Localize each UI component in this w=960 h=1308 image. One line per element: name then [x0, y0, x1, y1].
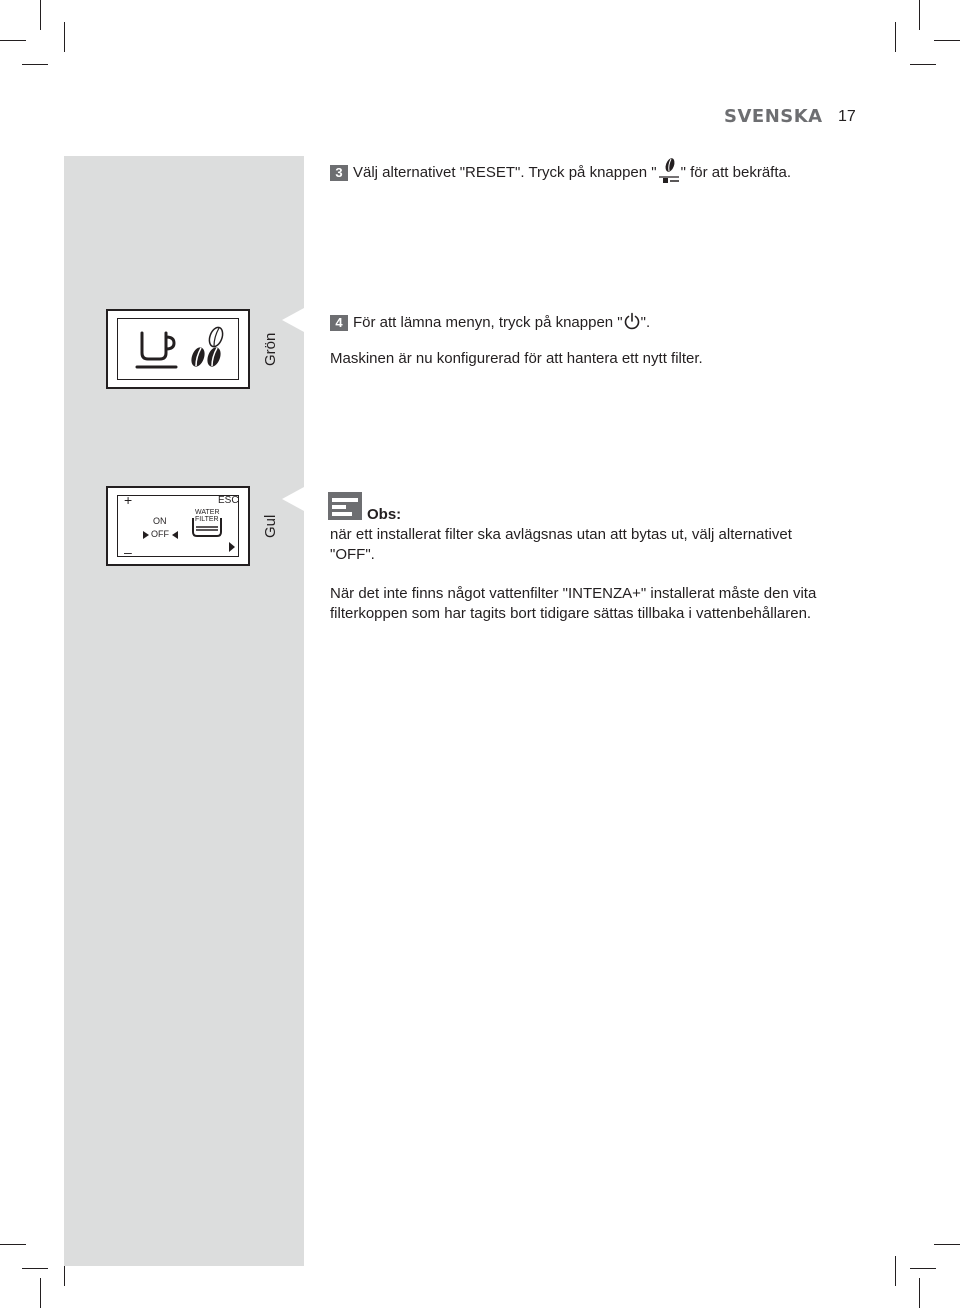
right-arrow-icon [142, 531, 150, 539]
crop-mark [40, 0, 41, 30]
crop-mark [22, 1268, 48, 1269]
crop-mark [910, 64, 936, 65]
note-heading: Obs: [367, 506, 402, 523]
right-arrow-icon [228, 542, 236, 552]
crop-mark [895, 22, 896, 52]
display-panel-green [106, 309, 250, 389]
display-screen [117, 318, 239, 380]
step-text: Välj alternativet "RESET". Tryck på knappen " [353, 163, 657, 181]
left-arrow-icon [171, 531, 179, 539]
step-3 [330, 157, 791, 189]
confirmation-text: Maskinen är nu konfigurerad för att hantera ett nytt filter. [330, 350, 703, 367]
band-notch-green [282, 308, 304, 332]
water-label: WATER [195, 509, 220, 516]
step-number: 4 [330, 315, 348, 331]
crop-mark [895, 1256, 896, 1286]
power-icon [623, 312, 641, 334]
side-label-green: Grön [262, 332, 279, 366]
note-icon [328, 492, 362, 520]
crop-mark [40, 1278, 41, 1308]
on-label: ON [153, 516, 167, 526]
crop-mark [934, 1244, 960, 1245]
plus-label: + [124, 492, 133, 508]
crop-mark [919, 0, 920, 30]
step-number: 3 [330, 165, 348, 181]
paragraph-line: filterkoppen som har tagits bort tidigare sättas tillbaka i vattenbehållaren. [330, 605, 812, 622]
crop-mark [0, 1244, 26, 1245]
crop-mark [64, 22, 65, 52]
crop-mark [934, 40, 960, 41]
esc-label: ESC [218, 495, 239, 506]
display-panel-yellow [106, 486, 250, 566]
crop-mark [919, 1278, 920, 1308]
section-language-title: SVENSKA [724, 106, 823, 127]
crop-mark [910, 1268, 936, 1269]
page-number: 17 [838, 108, 856, 125]
crop-mark [22, 64, 48, 65]
water-filter-icon [190, 516, 224, 538]
aroma-strength-icon [657, 157, 681, 189]
step-text: " för att bekräfta. [680, 163, 792, 181]
cup-and-beans-icon [118, 319, 242, 381]
crop-mark [0, 40, 26, 41]
minus-label: – [124, 544, 132, 560]
band-notch-yellow [282, 487, 304, 511]
side-label-yellow: Gul [262, 514, 279, 538]
off-label: OFF [151, 529, 169, 539]
note-text-line: när ett installerat filter ska avlägsnas utan att bytas ut, välj alternativet [330, 526, 792, 543]
step-text: ". [640, 313, 651, 331]
paragraph-line: När det inte finns något vattenfilter "INTENZA+" installerat måste den vita [330, 585, 817, 602]
note-text-line: "OFF". [330, 546, 375, 563]
filter-label: FILTER [195, 516, 219, 523]
step-text: För att lämna menyn, tryck på knappen " [353, 313, 623, 331]
step-4 [330, 312, 650, 334]
display-screen [117, 492, 239, 560]
